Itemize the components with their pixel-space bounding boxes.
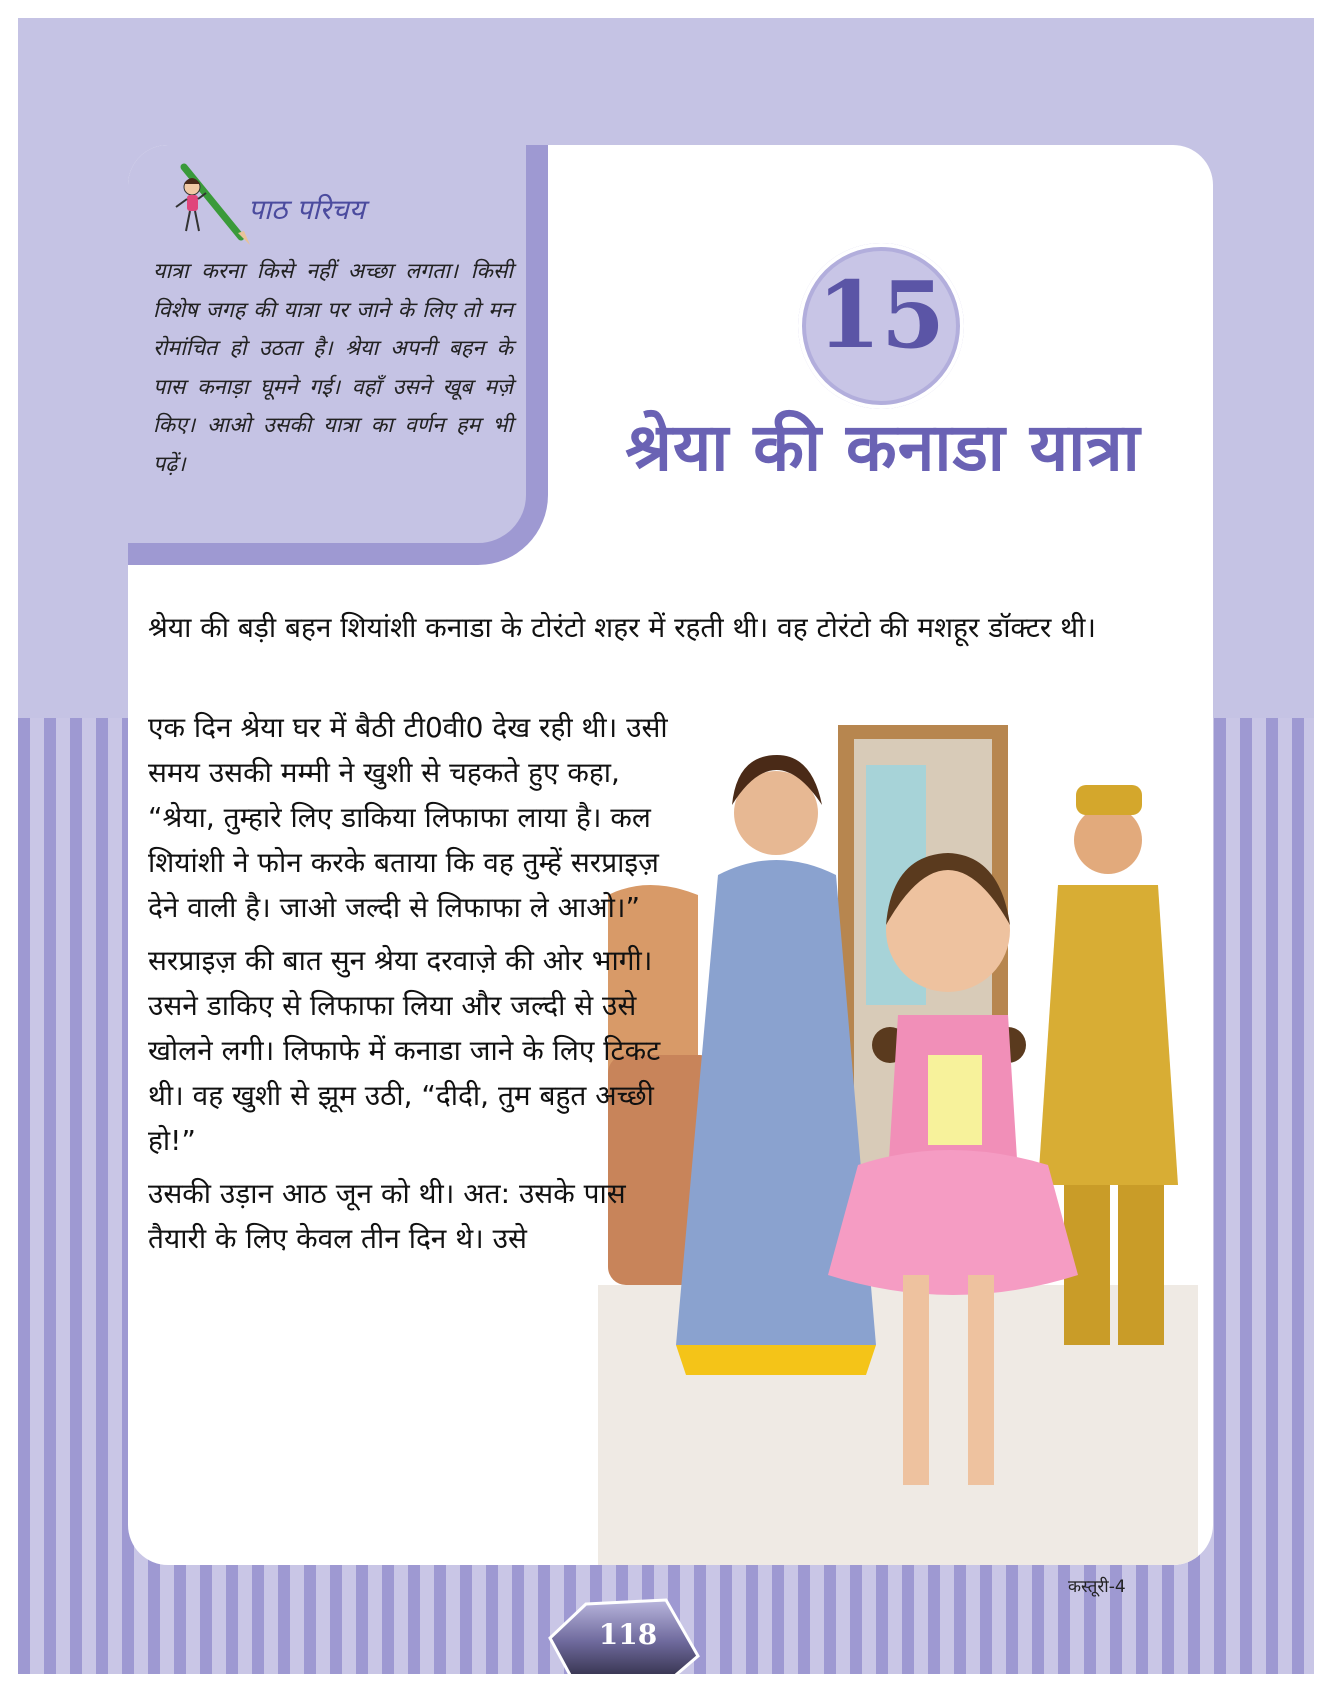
story-intro-block (148, 605, 1188, 658)
book-name: कस्तूरी-4 (1068, 1577, 1126, 1597)
chapter-title: श्रेया की कनाडा यात्रा (625, 409, 1141, 486)
story-paragraph: उसकी उड़ान आठ जून को थी। अत: उसके पास तैयारी के लिए केवल तीन दिन थे। उसे (148, 1177, 626, 1255)
page-number: 118 (598, 1618, 658, 1651)
story-paragraph: सरप्राइज़ की बात सुन श्रेया दरवाज़े की ओर भागी। उसने डाकिए से लिफाफा लिया और जल्दी से उसे खोलने लगी। लिफाफे में कनाडा जाने के लिए टिकट थी। वह खुशी से झूम उठी, “दीदी, तुम बहुत अच्छी हो!” (148, 944, 661, 1157)
page-background (18, 18, 1314, 1674)
story-column-block (148, 705, 678, 1269)
page-number-badge (548, 1598, 708, 1674)
content-card (128, 145, 1213, 1565)
chapter-number-badge (798, 243, 964, 409)
story-illustration (598, 725, 1198, 1565)
chapter-number: 15 (816, 261, 946, 369)
story-paragraph: एक दिन श्रेया घर में बैठी टी0वी0 देख रही थी। उसी समय उसकी मम्मी ने खुशी से चहकते हुए कहा, “श्रेया, तुम्हारे लिए डाकिया लिफाफा लाया है। कल शियांशी ने फोन करके बताया कि वह तुम्हें सरप्राइज़ देने वाली है। जाओ जल्दी से लिफाफा ले आओ।” (148, 711, 668, 924)
lesson-intro-box (128, 145, 548, 565)
story-paragraph: श्रेया की बड़ी बहन शियांशी कनाडा के टोरंटो शहर में रहती थी। वह टोरंटो की मशहूर डॉक्टर थी। (148, 611, 1096, 644)
intro-heading: पाठ परिचय (248, 193, 365, 226)
intro-text: यात्रा करना किसे नहीं अच्छा लगता। किसी विशेष जगह की यात्रा पर जाने के लिए तो मन रोमांचित हो उठता है। श्रेया अपनी बहन के पास कनाड़ा घूमने गई। वहाँ उसने खूब मज़े किए। आओ उसकी यात्रा का वर्णन हम भी पढ़ें। (153, 259, 513, 477)
girl-with-pencil-icon (166, 157, 256, 247)
